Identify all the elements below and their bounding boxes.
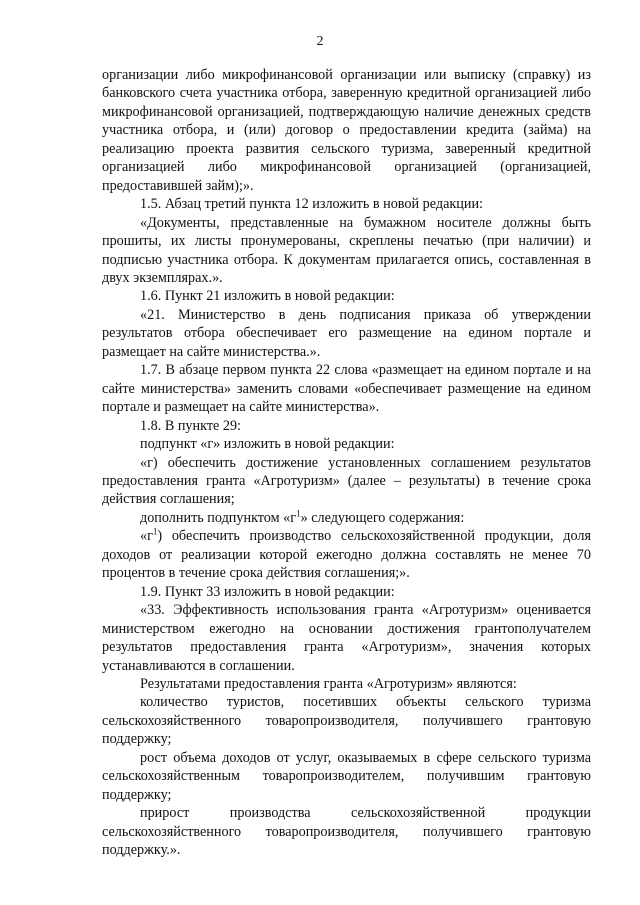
paragraph-subitem-g1-after: ) обеспечить производство сельскохозяйственной продукции, доля доходов от реализации которой ежегодно должна составлять не менее 70 процентов в течение срока действия соглашения;». bbox=[102, 528, 591, 582]
paragraph-subitem-g1-before: «г bbox=[140, 528, 153, 545]
page-number: 2 bbox=[316, 34, 324, 49]
paragraph-1-9-heading: 1.9. Пункт 33 изложить в новой редакции: bbox=[140, 583, 395, 600]
paragraph-subitem-g1-text bbox=[102, 527, 591, 582]
paragraph-subitem-g-heading: подпункт «г» изложить в новой редакции: bbox=[140, 436, 395, 453]
superscript-one: 1 bbox=[296, 508, 301, 519]
paragraph-documents-requirements: «Документы, представленные на бумажном носителе должны быть прошиты, их листы пронумерованы, скреплены печатью (при наличии) и подписью участника отбора. К документам прилагается опись, составленная в двух экземплярах.». bbox=[102, 214, 591, 286]
paragraph-subitem-g-text: «г) обеспечить достижение установленных соглашением результатов предоставления гранта «Агротуризм» (далее – результаты) в течение срока действия соглашения; bbox=[102, 454, 591, 508]
paragraph-result-tourists-count: количество туристов, посетивших объекты сельского туризма сельскохозяйственного товаропроизводителя, получившего грантовую поддержку; bbox=[102, 694, 591, 748]
paragraph-result-income-growth: рост объема доходов от услуг, оказываемых в сфере сельского туризма сельскохозяйственным товаропроизводителем, получившим грантовую поддержку; bbox=[102, 749, 591, 803]
paragraph-item-21-text: «21. Министерство в день подписания приказа об утверждении результатов отбора обеспечивает его размещение на едином портале и размещает на сайте министерства.». bbox=[102, 306, 591, 360]
paragraph-bank-account-statement: организации либо микрофинансовой организации или выписку (справку) из банковского счета участника отбора, заверенную кредитной организацией либо микрофинансовой организацией, подтверждающую наличие денежных средств участника отбора, и (или) договор о предоставлении кредита (займа) на реализацию проекта развития сельского туризма, заверенный кредитной организацией либо микрофинансовой организацией (организацией, предоставившей займ);». bbox=[102, 67, 591, 194]
document-body bbox=[102, 66, 591, 859]
paragraph-add-subitem-g1-after: » следующего содержания: bbox=[300, 509, 465, 526]
paragraph-results-intro: Результатами предоставления гранта «Агротуризм» являются: bbox=[140, 675, 517, 692]
paragraph-1-7-amendment: 1.7. В абзаце первом пункта 22 слова «размещает на едином портале и на сайте министерства» заменить словами «обеспечивает размещение на едином портале и размещает на сайте министерства». bbox=[102, 362, 591, 416]
paragraph-1-6-heading: 1.6. Пункт 21 изложить в новой редакции: bbox=[140, 288, 395, 305]
paragraph-result-production-growth: прирост производства сельскохозяйственной продукции сельскохозяйственного товаропроизводителя, получившего грантовую поддержку.». bbox=[102, 805, 591, 859]
paragraph-add-subitem-g1-before: дополнить подпунктом «г bbox=[140, 509, 297, 526]
superscript-one: 1 bbox=[152, 526, 158, 537]
paragraph-1-8-heading: 1.8. В пункте 29: bbox=[140, 417, 241, 434]
paragraph-1-5-heading: 1.5. Абзац третий пункта 12 изложить в новой редакции: bbox=[140, 196, 483, 213]
paragraph-item-33-text: «33. Эффективность использования гранта «Агротуризм» оценивается министерством ежегодно на основании достижения грантополучателем результатов предоставления гранта «Агротуризм», значения которых устанавливаются в соглашении. bbox=[102, 602, 591, 674]
paragraph-add-subitem-g1 bbox=[102, 509, 591, 527]
